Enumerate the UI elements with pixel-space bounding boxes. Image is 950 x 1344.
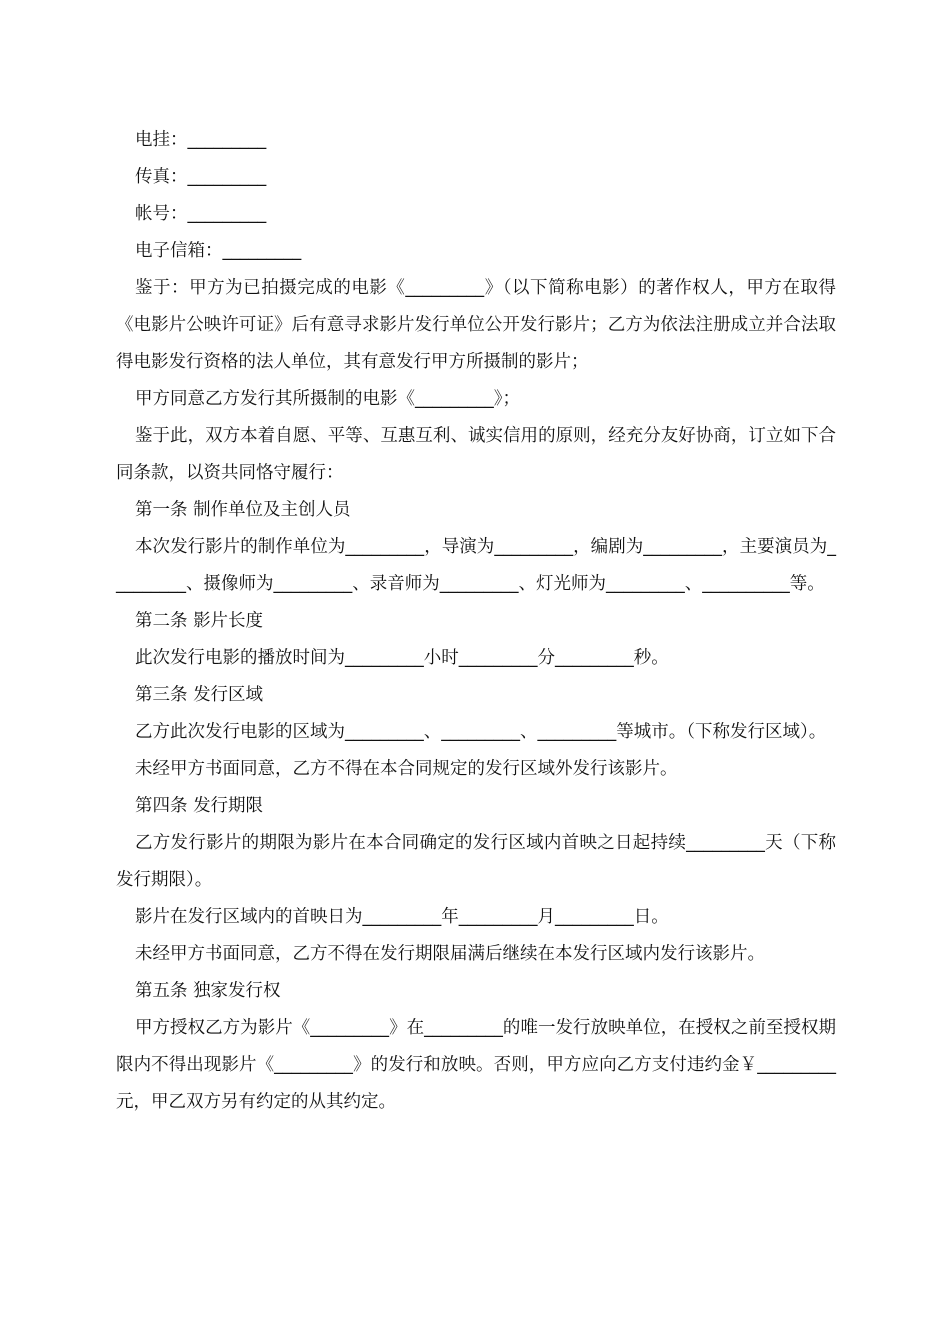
field-telegraph: 电挂：_________ — [135, 130, 267, 150]
whereas-clause: 鉴于：甲方为已拍摄完成的电影《_________》（以下简称电影）的著作权人，甲方在取得《电影片公映许可证》后有意寻求影片发行单位公开发行影片；乙方为依法注册成立并合法取得电影发行资格的法人单位，其有意发行甲方所摄制的影片； — [116, 278, 836, 372]
field-email: 电子信箱：_________ — [135, 241, 302, 261]
field-fax: 传真：_________ — [135, 167, 267, 187]
article-1-heading: 第一条 制作单位及主创人员 — [135, 500, 351, 520]
article-3-body: 乙方此次发行电影的区域为_________、_________、_________等城市。（下称发行区域）。 — [135, 722, 827, 742]
article-4-restriction: 未经甲方书面同意，乙方不得在发行期限届满后继续在本发行区域内发行该影片。 — [135, 944, 765, 964]
article-5-body: 甲方授权乙方为影片《_________》在_________的唯一发行放映单位，在授权之前至授权期限内不得出现影片《_________》的发行和放映。否则，甲方应向乙方支付违约金￥_________元，甲乙双方另有约定的从其约定。 — [116, 1018, 836, 1112]
field-account: 帐号：_________ — [135, 204, 267, 224]
article-2-heading: 第二条 影片长度 — [135, 611, 264, 631]
document-body — [116, 122, 836, 1121]
article-4-body: 乙方发行影片的期限为影片在本合同确定的发行区域内首映之日起持续_________天（下称发行期限）。 — [116, 833, 836, 890]
article-3-restriction: 未经甲方书面同意，乙方不得在本合同规定的发行区域外发行该影片。 — [135, 759, 678, 779]
preamble-clause: 鉴于此，双方本着自愿、平等、互惠互利、诚实信用的原则，经充分友好协商，订立如下合同条款，以资共同恪守履行： — [116, 426, 836, 483]
article-5-heading: 第五条 独家发行权 — [135, 981, 281, 1001]
article-4-heading: 第四条 发行期限 — [135, 796, 264, 816]
article-3-heading: 第三条 发行区域 — [135, 685, 264, 705]
article-2-body: 此次发行电影的播放时间为_________小时_________分_________秒。 — [135, 648, 669, 668]
article-4-premiere-date: 影片在发行区域内的首映日为_________年_________月_________日。 — [135, 907, 669, 927]
agreement-clause: 甲方同意乙方发行其所摄制的电影《_________》； — [135, 389, 520, 409]
article-1-body: 本次发行影片的制作单位为_________，导演为_________，编剧为_________，主要演员为_________、摄像师为_________、录音师为_________、灯光师为_________、__________等。 — [116, 537, 836, 594]
